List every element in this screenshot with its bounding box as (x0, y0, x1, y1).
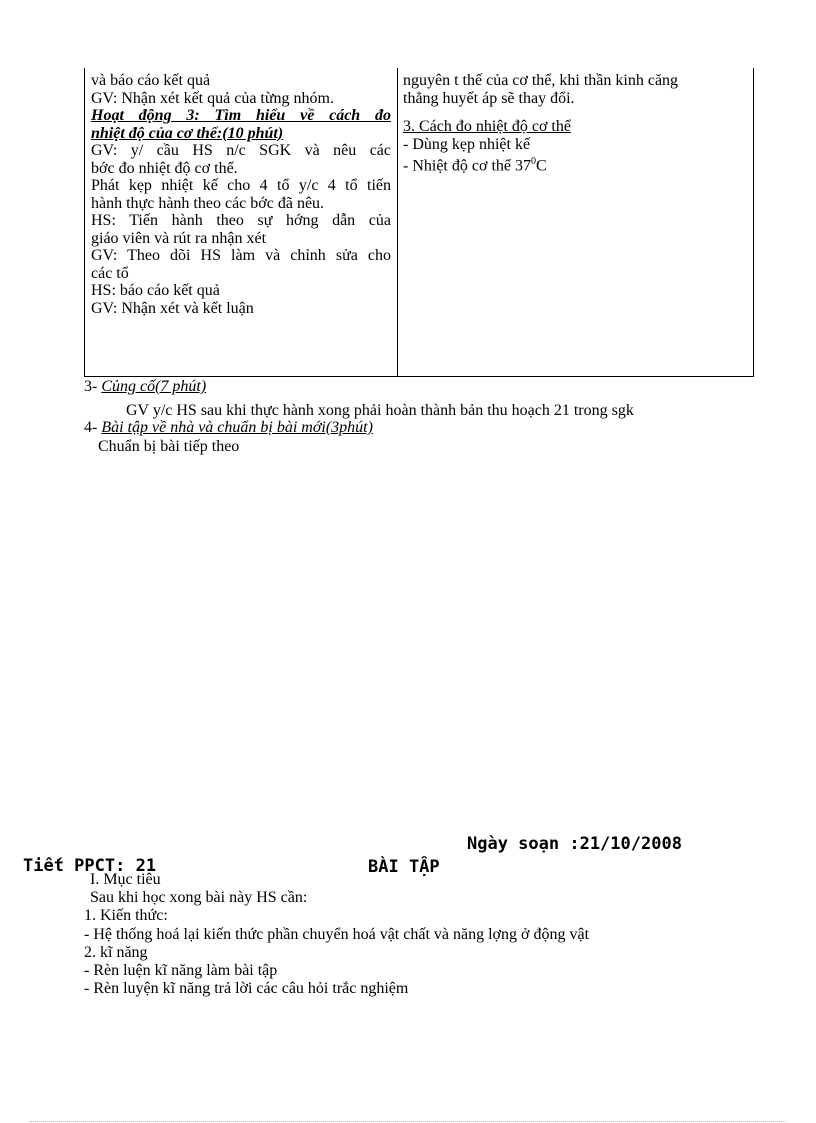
left-body-line-2: bớc đo nhiệt độ cơ thể. (91, 159, 238, 177)
activity-heading-line-2: nhiệt độ của cơ thể:(10 phút) (91, 124, 284, 142)
left-body-line-6: giáo viên và rút ra nhận xét (91, 229, 267, 247)
left-body-line-8: các tổ (91, 264, 129, 282)
right-heading: 3. Cách đo nhiệt độ cơ thể (403, 118, 571, 135)
section-4-body: Chuẩn bị bài tiếp theo (98, 438, 240, 455)
knowledge-heading: 1. Kiến thức: (84, 907, 168, 924)
left-line-2: GV: Nhận xét kết quả của từng nhóm. (91, 89, 334, 107)
right-line-1: nguyên t thế của cơ thể, khi thần kinh căng (403, 72, 679, 89)
section-3-heading (84, 378, 206, 396)
right-line-2: thẳng huyết áp sẽ thay đổi. (403, 89, 575, 107)
objectives-intro: Sau khi học xong bài này HS cần: (90, 889, 308, 906)
right-column (403, 72, 743, 175)
left-body-line-4: hành thực hành theo các bớc đã nêu. (91, 194, 325, 212)
activity-heading-line-1: Hoạt động 3: Tìm hiểu về cách đo (91, 107, 391, 124)
right-item-2-suffix: C (535, 157, 547, 175)
left-body-line-10: GV: Nhận xét và kết luận (91, 299, 254, 317)
left-body-line-7: GV: Theo dõi HS làm và chỉnh sửa cho (91, 247, 391, 264)
left-body-line-9: HS: báo cáo kết quả (91, 282, 220, 299)
right-item-1: - Dùng kẹp nhiệt kế (403, 135, 531, 153)
right-item-2 (403, 153, 743, 175)
left-line-1: và báo cáo kết quả (91, 72, 211, 89)
right-item-2-prefix: - Nhiệt độ cơ thể 37 (403, 157, 531, 175)
section-3-body: GV y/c HS sau khi thực hành xong phải hoàn thành bản thu hoạch 21 trong sgk (126, 402, 634, 419)
column-divider (397, 68, 398, 376)
skills-heading: 2. kĩ năng (84, 944, 148, 961)
section-4-title: Bài tập về nhà và chuẩn bị bài mới(3phút) (101, 419, 373, 436)
right-item-2-sup: 0 (530, 156, 536, 167)
left-body-line-1: GV: y/ cầu HS n/c SGK và nêu các (91, 142, 391, 159)
knowledge-item: - Hệ thống hoá lại kiến thức phần chuyển hoá vật chất và năng lợng ở động vật (84, 926, 590, 943)
objectives-heading: I. Mục tiêu (90, 871, 161, 888)
skill-item-1: - Rèn luện kĩ năng làm bài tập (84, 962, 278, 979)
lesson-title: BÀI TẬP (368, 857, 440, 877)
section-4-number: 4- (84, 419, 102, 436)
section-3-number: 3- (84, 378, 102, 395)
section-4-heading (84, 419, 373, 437)
date-prepared: Ngày soạn :21/10/2008 (467, 834, 682, 854)
bottom-border (30, 1121, 786, 1122)
lesson-number: Tiết PPCT: 21 (23, 856, 157, 876)
left-column (91, 72, 391, 317)
left-body-line-3: Phát kẹp nhiệt kế cho 4 tổ y/c 4 tổ tiến (91, 177, 391, 194)
left-body-line-5: HS: Tiến hành theo sự hớng dẫn của (91, 212, 391, 229)
skill-item-2: - Rèn luyện kĩ năng trả lời các câu hỏi trắc nghiệm (84, 980, 409, 997)
section-3-title: Củng cố(7 phút) (101, 378, 207, 395)
lesson-table (84, 68, 754, 377)
